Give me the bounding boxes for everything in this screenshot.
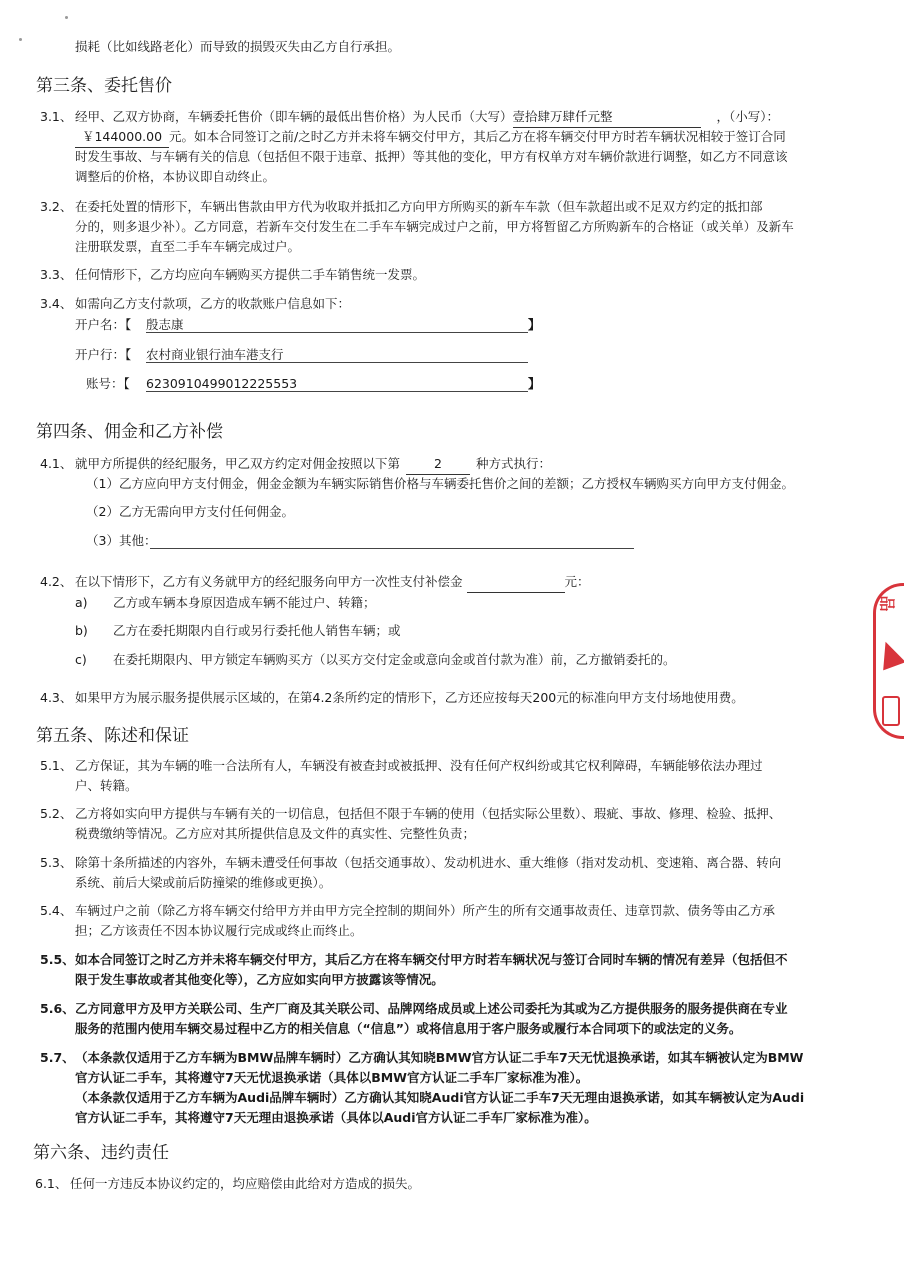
seal-star-icon xyxy=(874,638,904,671)
clause-5-5-line-2: 限于发生事故或者其他变化等），乙方应如实向甲方披露该等情况。 xyxy=(75,972,444,987)
clause-5-3-line-2: 系统、前后大梁或前后防撞梁的维修或更换）。 xyxy=(75,875,332,890)
clause-5-4-line-1: 车辆过户之前（除乙方将车辆交付给甲方并由甲方完全控制的期间外）所产生的所有交通事故责任、违章罚款、债务等由乙方承 xyxy=(75,903,776,918)
bank-label: 开户行：【 xyxy=(75,347,132,362)
article-3-heading: 第三条、委托售价 xyxy=(36,76,172,96)
scan-dot xyxy=(65,16,68,19)
clause-3-2-line-3: 注册联发票，直至二手车车辆完成过户。 xyxy=(75,239,301,254)
item-a: 乙方或车辆本身原因造成车辆不能过户、转籍； xyxy=(113,595,376,610)
item-label: a) xyxy=(75,595,88,610)
account-number-label: 账号：【 xyxy=(86,376,130,391)
bank-value: 农村商业银行油车港支行 xyxy=(146,347,284,362)
clause-5-5-line-1: 如本合同签订之时乙方并未将车辆交付甲方，其后乙方在将车辆交付甲方时若车辆状况与签订合同时车辆的情况有差异（包括但不 xyxy=(75,952,788,967)
clause-5-1-line-2: 户、转籍。 xyxy=(75,778,138,793)
clause-number: 5.6、 xyxy=(40,1001,75,1016)
seal-text-fragment xyxy=(882,696,900,726)
commission-option-fill: 2 xyxy=(406,454,470,475)
compensation-fill xyxy=(467,572,565,593)
bracket-close: 】 xyxy=(528,376,541,391)
item-c: 在委托期限内、甲方锁定车辆购买方（以买方交付定金或意向金或首付款为准）前，乙方撤销委托的。 xyxy=(113,652,676,667)
clause-4-3-line-1: 如果甲方为展示服务提供展示区域的，在第4.2条所约定的情形下，乙方还应按每天200元的标准向甲方支付场地使用费。 xyxy=(75,690,744,705)
account-number-underline xyxy=(146,391,528,392)
clause-5-6-line-2: 服务的范围内使用车辆交易过程中乙方的相关信息（“信息”）或将信息用于客户服务或履行本合同项下的或法定的义务。 xyxy=(75,1021,742,1036)
clause-number: 5.4、 xyxy=(40,903,73,918)
clause-5-4-line-2: 担；乙方该责任不因本协议履行完成或终止而终止。 xyxy=(75,923,363,938)
clause-3-2-line-1: 在委托处置的情形下，车辆出售款由甲方代为收取并抵扣乙方向甲方所购买的新车车款（但车款超出或不足双方约定的抵扣部 xyxy=(75,199,763,214)
clause-number: 3.1、 xyxy=(40,109,73,124)
clause-number: 6.1、 xyxy=(35,1176,68,1191)
clause-3-3-line-1: 任何情形下，乙方均应向车辆购买方提供二手车销售统一发票。 xyxy=(75,267,426,282)
clause-6-1-line-1: 任何一方违反本协议约定的，均应赔偿由此给对方造成的损失。 xyxy=(70,1176,421,1191)
clause-5-7-line-3: （本条款仅适用于乙方车辆为Audi品牌车辆时）乙方确认其知晓Audi官方认证二手车7天无理由退换承诺，如其车辆被认定为Audi xyxy=(75,1090,805,1105)
clause-number: 5.5、 xyxy=(40,952,75,967)
clause-number: 3.4、 xyxy=(40,296,73,311)
article-5-heading: 第五条、陈述和保证 xyxy=(36,726,189,746)
clause-5-2-line-1: 乙方将如实向甲方提供与车辆有关的一切信息，包括但不限于车辆的使用（包括实际公里数）、瑕疵、事故、修理、检验、抵押、 xyxy=(75,806,782,821)
clause-number: 5.1、 xyxy=(40,758,73,773)
clause-number: 5.2、 xyxy=(40,806,73,821)
seal-stamp-fragment xyxy=(873,583,904,739)
clause-3-1-line-2: ￥144000.00 元。如本合同签订之前/之时乙方并未将车辆交付甲方，其后乙方在将车辆交付甲方时若车辆状况相较于签订合同 xyxy=(75,127,786,148)
clause-5-7-line-1: （本条款仅适用于乙方车辆为BMW品牌车辆时）乙方确认其知晓BMW官方认证二手车7天无忧退换承诺，如其车辆被认定为BMW xyxy=(75,1050,804,1065)
continued-line: 损耗（比如线路老化）而导致的损毁灭失由乙方自行承担。 xyxy=(75,39,401,54)
clause-4-1-line-1: 就甲方所提供的经纪服务，甲乙双方约定对佣金按照以下第 2 种方式执行： xyxy=(75,454,551,475)
article-6-heading: 第六条、违约责任 xyxy=(33,1143,169,1163)
option-3-underline xyxy=(150,548,634,549)
clause-3-4-line-1: 如需向乙方支付款项，乙方的收款账户信息如下： xyxy=(75,296,351,311)
item-b: 乙方在委托期限内自行或另行委托他人销售车辆；或 xyxy=(113,623,401,638)
clause-3-1-line-4: 调整后的价格，本协议即自动终止。 xyxy=(75,169,276,184)
clause-3-1-line-3: 时发生事故、与车辆有关的信息（包括但不限于违章、抵押）等其他的变化，甲方有权单方对车辆价款进行调整，如乙方不同意该 xyxy=(75,149,788,164)
scan-dot xyxy=(19,38,22,41)
clause-number: 5.7、 xyxy=(40,1050,75,1065)
clause-5-7-line-4: 官方认证二手车，其将遵守7天无理由退换承诺（具体以Audi官方认证二手车厂家标准为准）。 xyxy=(75,1110,597,1125)
option-3: （3）其他： xyxy=(86,533,157,548)
option-1: （1）乙方应向甲方支付佣金，佣金金额为车辆实际销售价格与车辆委托售价之间的差额；乙方授权车辆购买方向甲方支付佣金。 xyxy=(86,476,794,491)
clause-4-2-line-1: 在以下情形下，乙方有义务就甲方的经纪服务向甲方一次性支付补偿金 元： xyxy=(75,572,590,593)
clause-5-2-line-2: 税费缴纳等情况。乙方应对其所提供信息及文件的真实性、完整性负责； xyxy=(75,826,476,841)
clause-5-6-line-1: 乙方同意甲方及甲方关联公司、生产厂商及其关联公司、品牌网络成员或上述公司委托为其或为乙方提供服务的服务提供商在专业 xyxy=(75,1001,788,1016)
account-number-value: 6230910499012225553 xyxy=(146,376,298,391)
clause-number: 3.2、 xyxy=(40,199,73,214)
clause-number: 5.3、 xyxy=(40,855,73,870)
option-2: （2）乙方无需向甲方支付任何佣金。 xyxy=(86,504,294,519)
clause-5-1-line-1: 乙方保证，其为车辆的唯一合法所有人，车辆没有被查封或被抵押、没有任何产权纠纷或其它权利障碍，车辆能够依法办理过 xyxy=(75,758,763,773)
clause-number: 4.2、 xyxy=(40,574,73,589)
account-name-label: 开户名：【 xyxy=(75,317,132,332)
bracket-close: 】 xyxy=(528,317,541,332)
clause-5-3-line-1: 除第十条所描述的内容外，车辆未遭受任何事故（包括交通事故）、发动机进水、重大维修（指对发动机、变速箱、离合器、转向 xyxy=(75,855,782,870)
seal-text: 品 xyxy=(877,595,897,612)
clause-3-2-line-2: 分的，则多退少补）。乙方同意，若新车交付发生在二手车车辆完成过户之前，甲方将暂留乙方所购新车的合格证（或关单）及新车 xyxy=(75,219,794,234)
clause-number: 4.3、 xyxy=(40,690,73,705)
article-4-heading: 第四条、佣金和乙方补偿 xyxy=(36,422,223,442)
price-in-words: 壹拾肆万肆仟元整 xyxy=(513,107,701,128)
account-name-value: 殷志康 xyxy=(146,317,184,332)
clause-number: 3.3、 xyxy=(40,267,73,282)
bank-underline xyxy=(146,362,528,363)
account-name-underline xyxy=(146,332,528,333)
item-label: b) xyxy=(75,623,88,638)
item-label: c) xyxy=(75,652,87,667)
clause-5-7-line-2: 官方认证二手车，其将遵守7天无忧退换承诺（具体以BMW官方认证二手车厂家标准为准）。 xyxy=(75,1070,589,1085)
clause-3-1-line-1: 经甲、乙双方协商，车辆委托售价（即车辆的最低出售价格）为人民币（大写）壹拾肆万肆仟元整 ，（小写）： xyxy=(75,107,779,128)
price-in-figures: ￥144000.00 xyxy=(75,127,169,148)
clause-number: 4.1、 xyxy=(40,456,73,471)
